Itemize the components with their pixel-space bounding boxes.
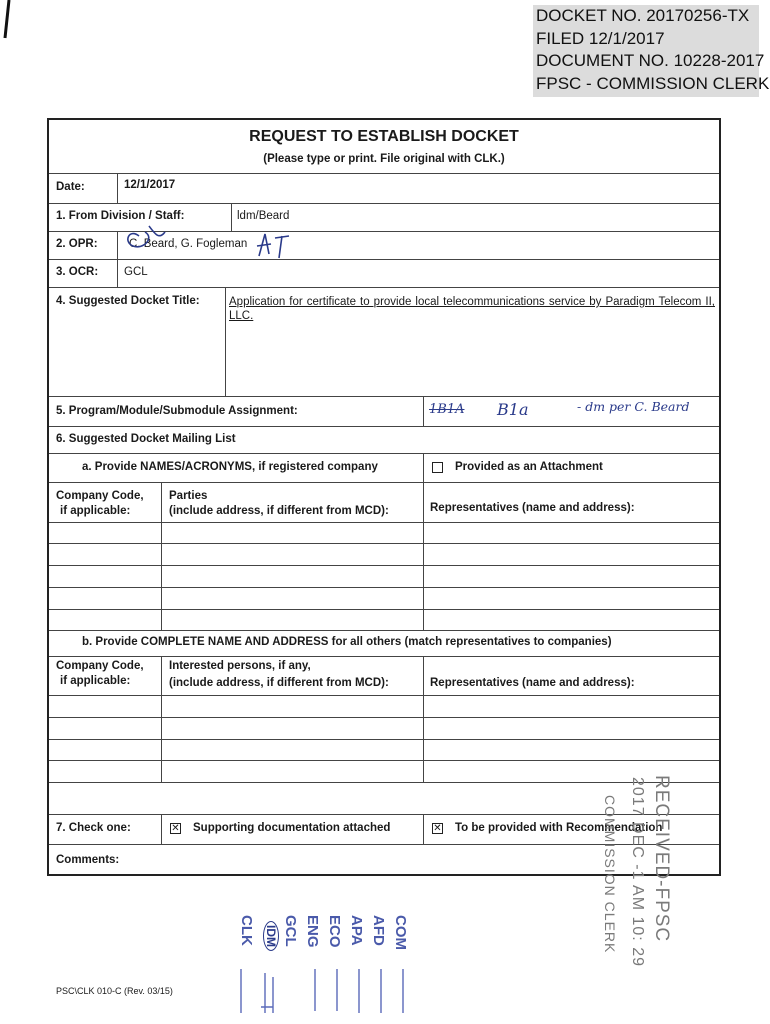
check-one-label: 7. Check one: — [56, 822, 131, 834]
rule — [49, 739, 719, 740]
attachment-label: Provided as an Attachment — [455, 461, 603, 473]
rule — [117, 173, 118, 203]
attachment-checkbox[interactable] — [432, 462, 443, 473]
program-note: - dm per C. Beard — [577, 399, 690, 414]
docket-title-value: Application for certificate to provide local telecommunications service by Paradigm Telecom II, LLC. — [229, 296, 715, 322]
recommendation-label: To be provided with Recommendation — [455, 822, 663, 834]
rule — [225, 287, 226, 396]
routing-code: IDM — [263, 921, 279, 951]
date-label: Date: — [56, 181, 85, 193]
section-a-label: a. Provide NAMES/ACRONYMS, if registered company — [82, 461, 378, 473]
received-stamp-line1: RECEIVED-FPSC — [651, 775, 672, 943]
routing-tick-marks — [225, 967, 415, 1015]
rule — [423, 814, 424, 844]
routing-codes — [225, 915, 415, 1015]
rule — [49, 609, 719, 610]
rule — [49, 543, 719, 544]
routing-code: ENG — [304, 915, 321, 948]
program-label: 5. Program/Module/Submodule Assignment: — [56, 405, 298, 417]
rule — [49, 396, 719, 397]
rule — [49, 565, 719, 566]
received-stamp — [580, 775, 700, 967]
rule — [49, 695, 719, 696]
routing-code: COM — [392, 915, 409, 950]
handwritten-initials-mark — [115, 220, 185, 254]
rule — [49, 630, 719, 631]
rule — [49, 522, 719, 523]
form-footer-code: PSC\CLK 010-C (Rev. 03/15) — [56, 986, 173, 996]
rule — [49, 760, 719, 761]
supporting-label: Supporting documentation attached — [193, 822, 391, 834]
docket-form — [47, 118, 721, 876]
stamp-docket-no: DOCKET NO. 20170256-TX — [536, 6, 750, 25]
rule — [423, 656, 424, 782]
opr-value: C. Beard, G. Fogleman — [129, 238, 248, 250]
rule — [49, 203, 719, 204]
representatives-label: Representatives (name and address): — [430, 677, 635, 689]
rule — [49, 287, 719, 288]
docket-stamp — [533, 5, 770, 97]
rule — [423, 396, 424, 426]
rule — [423, 453, 424, 630]
form-subtitle: (Please type or print. File original with CLK.) — [263, 153, 505, 165]
docket-title-label: 4. Suggested Docket Title: — [56, 295, 200, 307]
rule — [49, 259, 719, 260]
rule — [49, 587, 719, 588]
routing-code: AFD — [370, 915, 387, 946]
stamp-filed: FILED 12/1/2017 — [536, 28, 665, 48]
parties-sublabel: (include address, if different from MCD): — [169, 505, 389, 517]
rule — [49, 656, 719, 657]
form-title: REQUEST TO ESTABLISH DOCKET — [249, 128, 519, 145]
company-code-label: Company Code, — [56, 660, 144, 672]
supporting-checkbox-checked[interactable]: ✕ — [171, 823, 180, 834]
rule — [49, 453, 719, 454]
from-value: ldm/Beard — [237, 210, 290, 222]
recommendation-checkbox-checked[interactable]: ✕ — [433, 823, 442, 834]
opr-label: 2. OPR: — [56, 238, 98, 250]
program-new-code: B1a — [497, 400, 529, 419]
received-stamp-line2: 2017 DEC -1 AM 10: 29 — [629, 777, 646, 967]
rule — [161, 482, 162, 630]
stamp-clerk: FPSC - COMMISSION CLERK — [536, 73, 770, 93]
corner-mark — [0, 0, 14, 40]
comments-label: Comments: — [56, 854, 120, 866]
routing-code: ECO — [326, 915, 343, 948]
representatives-label: Representatives (name and address): — [430, 502, 635, 514]
handwritten-initials-mark — [255, 230, 291, 260]
date-value: 12/1/2017 — [124, 179, 176, 191]
company-code-sublabel: if applicable: — [60, 505, 131, 517]
rule — [161, 814, 162, 844]
company-code-sublabel: if applicable: — [60, 675, 131, 687]
stamp-document-no: DOCUMENT NO. 10228-2017 — [536, 51, 765, 70]
company-code-label: Company Code, — [56, 490, 144, 502]
parties-label: Parties — [169, 490, 208, 502]
program-struck-code: 1B1A — [429, 402, 465, 417]
from-label: 1. From Division / Staff: — [56, 210, 185, 222]
ocr-label: 3. OCR: — [56, 266, 99, 278]
routing-code: CLK — [238, 915, 255, 946]
routing-code: APA — [348, 915, 365, 946]
routing-code: GCL — [282, 915, 299, 947]
rule — [49, 426, 719, 427]
mailing-list-label: 6. Suggested Docket Mailing List — [56, 433, 236, 445]
section-b-label: b. Provide COMPLETE NAME AND ADDRESS for all others (match representatives to companies) — [82, 636, 612, 648]
ocr-value: GCL — [124, 266, 148, 278]
received-stamp-line3: COMMISSION CLERK — [602, 795, 618, 954]
interested-label: Interested persons, if any, — [169, 660, 311, 672]
rule — [49, 717, 719, 718]
rule — [49, 482, 719, 483]
rule — [231, 203, 232, 231]
rule — [161, 656, 162, 782]
rule — [49, 173, 719, 174]
interested-sublabel: (include address, if different from MCD): — [169, 677, 389, 689]
